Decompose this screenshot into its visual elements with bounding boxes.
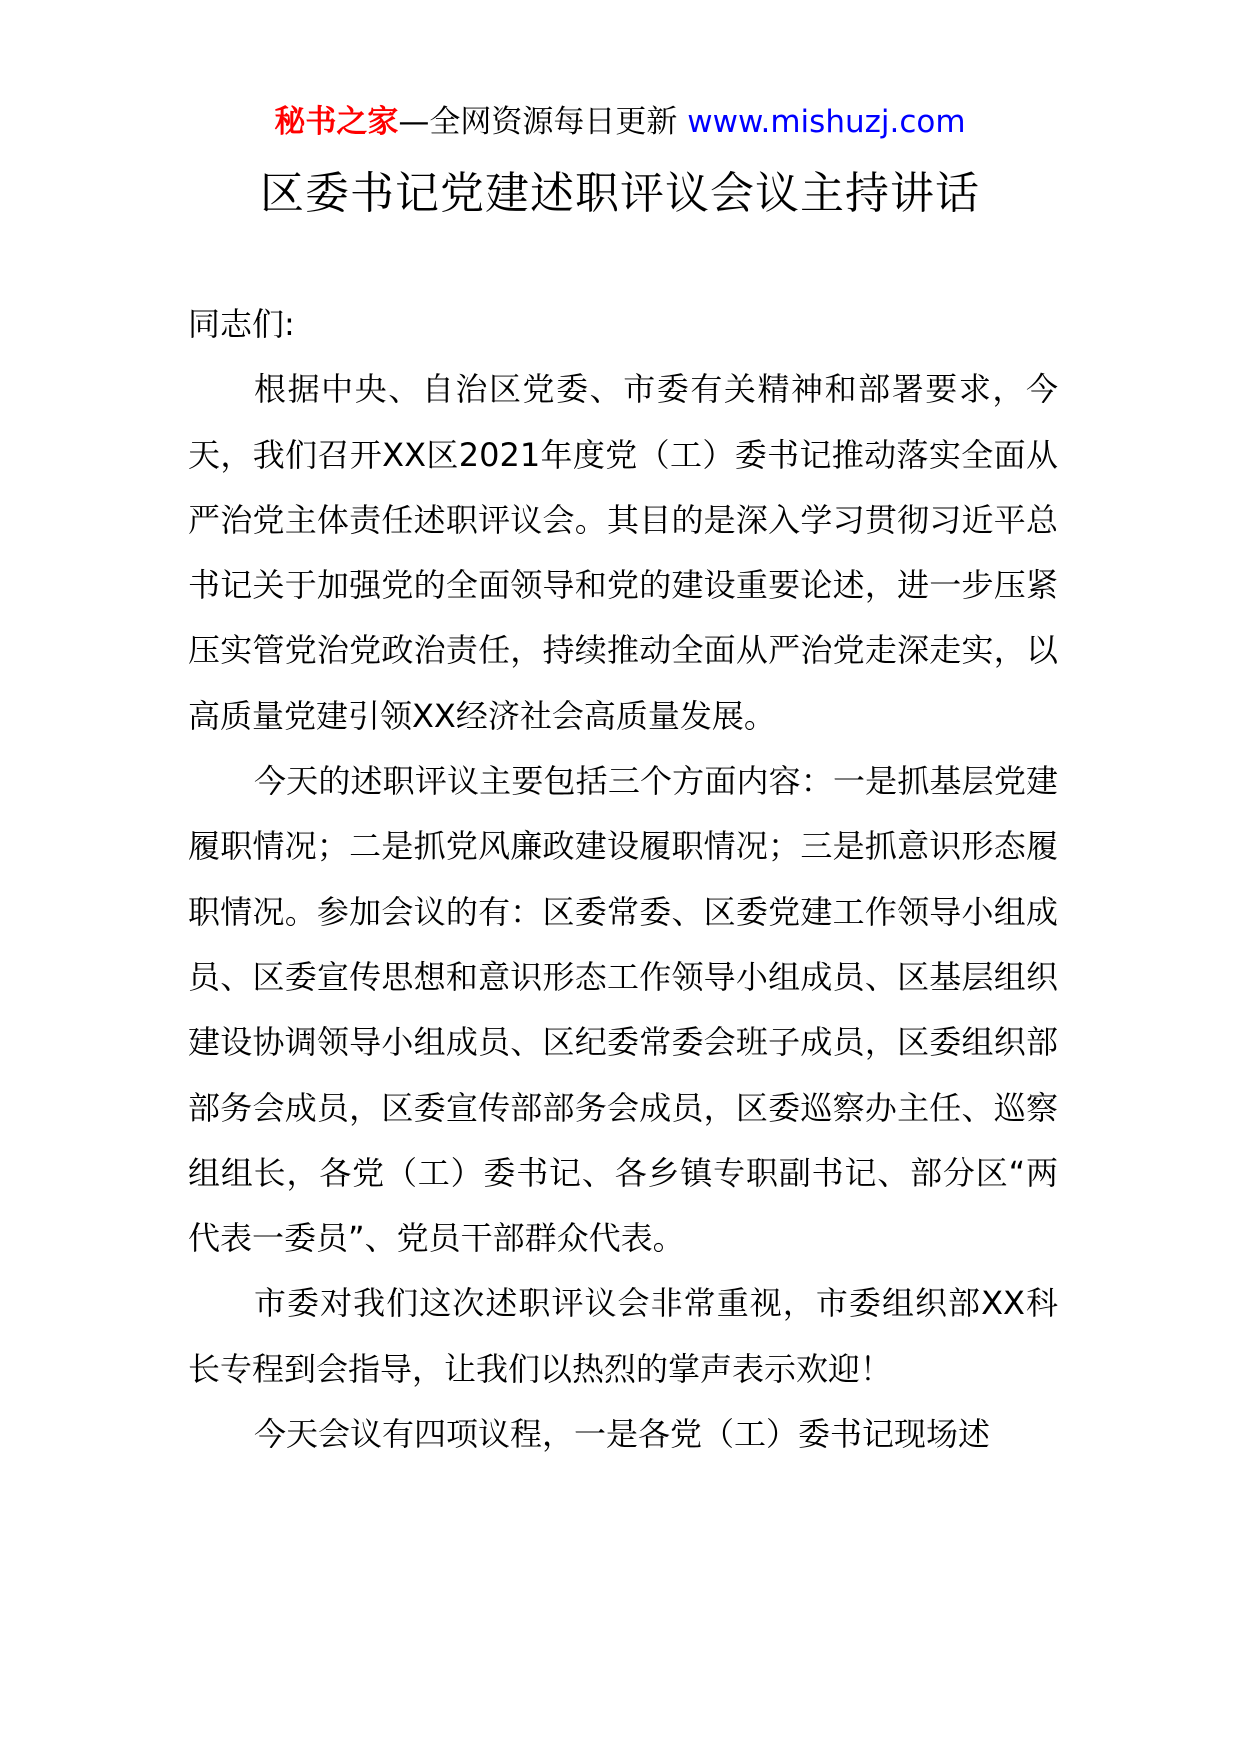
document-body <box>188 292 1058 1467</box>
header-tagline: —全网资源每日更新 <box>398 104 678 140</box>
paragraph-2: 今天的述职评议主要包括三个方面内容：一是抓基层党建履职情况；二是抓党风廉政建设履职情况；三是抓意识形态履职情况。参加会议的有：区委常委、区委党建工作领导小组成员、区委宣传思想和意识形态工作领导小组成员、区基层组织建设协调领导小组成员、区纪委常委会班子成员，区委组织部部务会成员，区委宣传部部务会成员，区委巡察办主任、巡察组组长，各党（工）委书记、各乡镇专职副书记、部分区“两代表一委员”、党员干部群众代表。 <box>188 762 1058 1258</box>
greeting: 同志们: <box>188 305 295 343</box>
brand-name: 秘书之家 <box>274 104 399 140</box>
paragraph-4: 今天会议有四项议程，一是各党（工）委书记现场述 <box>254 1415 991 1454</box>
document-title: 区委书记党建述职评议会议主持讲话 <box>260 168 980 219</box>
paragraph-3: 市委对我们这次述职评议会非常重视，市委组织部XX科长专程到会指导，让我们以热烈的掌声表示欢迎！ <box>188 1284 1058 1388</box>
paragraph-1: 根据中央、自治区党委、市委有关精神和部署要求，今天，我们召开XX区2021年度党（工）委书记推动落实全面从严治党主体责任述职评议会。其目的是深入学习贯彻习近平总书记关于加强党的全面领导和党的建设重要论述，进一步压紧压实管党治党政治责任，持续推动全面从严治党走深走实，以高质量党建引领XX经济社会高质量发展。 <box>188 370 1058 735</box>
site-header <box>0 100 1240 144</box>
site-url-link[interactable]: www.mishuzj.com <box>687 104 966 140</box>
